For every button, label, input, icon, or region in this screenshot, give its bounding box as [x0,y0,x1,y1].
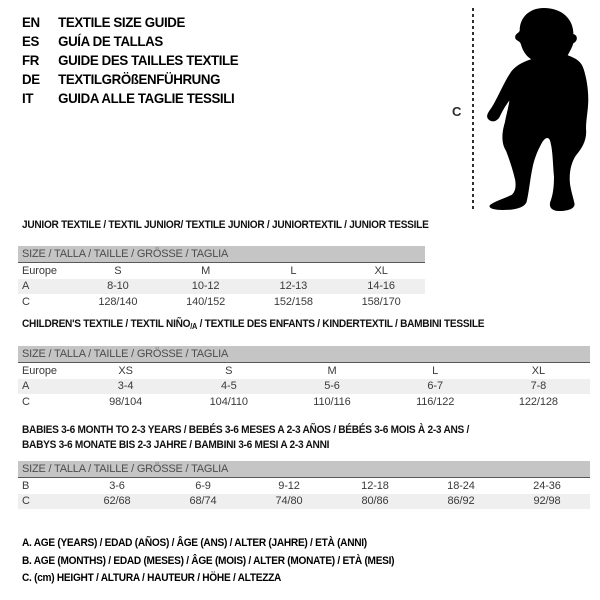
size-value-cell: S [225,364,233,377]
table-title-childrens-textile [22,317,484,332]
table-title-junior-textile [22,218,429,233]
table-row [18,478,590,494]
language-title: TEXTILE SIZE GUIDE [58,13,186,30]
row-label: A [22,280,30,293]
language-title: TEXTILGRÖßENFÜHRUNG [58,70,221,87]
row-label: Europe [22,264,57,277]
table-title-babies-textile [22,423,469,453]
table-title-line: BABYS 3-6 MONATE BIS 2-3 JAHRE / BAMBINI 3-6 MESI A 2-3 ANNI [22,439,330,451]
size-header-bar: SIZE / TALLA / TAILLE / GRÖSSE / TAGLIA [18,346,590,363]
size-value-cell: 3-4 [117,380,134,393]
size-header-bar: SIZE / TALLA / TAILLE / GRÖSSE / TAGLIA [18,461,590,478]
size-value-cell: 74/80 [275,495,303,508]
table-row [18,494,590,510]
table-title-line: JUNIOR TEXTILE / TEXTIL JUNIOR/ TEXTILE JUNIOR / JUNIORTEXTIL / JUNIOR TESSILE [22,219,429,231]
size-value-cell: 98/104 [109,395,143,408]
size-value-cell: XS [118,364,133,377]
language-row [22,12,250,31]
footnote-line: C. (cm) HEIGHT / ALTURA / HAUTEUR / HÖHE / ALTEZZA [22,572,282,584]
table-row [18,379,590,395]
size-value-cell: L [432,364,439,377]
row-label: Europe [22,364,57,377]
size-header-bar: SIZE / TALLA / TAILLE / GRÖSSE / TAGLIA [18,246,425,263]
size-value-cell: 128/140 [98,295,138,308]
table-row [18,294,425,310]
size-value-cell: 86/92 [447,495,475,508]
language-row [22,69,250,88]
language-title-list [22,12,250,107]
size-value-cell: 116/122 [416,395,455,408]
size-value-cell: XL [374,264,388,277]
size-value-cell: 9-12 [278,479,300,492]
footnotes [22,537,427,590]
size-value-cell: 3-6 [109,479,125,492]
language-code: EN [22,13,40,30]
size-value-cell: 92/98 [533,495,561,508]
table-row [18,279,425,295]
table-title-line: CHILDREN'S TEXTILE / TEXTIL NIÑO/A / TEXTILE DES ENFANTS / KINDERTEXTIL / BAMBINI TESSILE [22,318,485,331]
language-title: GUIDA ALLE TAGLIE TESSILI [58,89,235,106]
size-value-cell: 4-5 [220,380,237,393]
size-value-cell: 140/152 [186,295,226,308]
row-label: B [22,479,30,492]
language-code: DE [22,70,40,87]
size-value-cell: 6-7 [427,380,443,393]
table-row [18,394,590,410]
toddler-silhouette-image [482,7,594,213]
row-label: C [22,295,30,308]
size-value-cell: S [114,264,122,277]
language-code: IT [22,89,34,106]
size-table-babies-textile [18,461,590,509]
footnote-line: B. AGE (MONTHS) / EDAD (MESES) / ÂGE (MOIS) / ALTER (MONATE) / ETÀ (MESI) [22,554,395,567]
size-table-childrens-textile [18,346,590,410]
size-value-cell: XL [531,364,546,377]
table-row [18,263,425,279]
size-value-cell: 24-36 [533,479,561,492]
language-code: ES [22,32,39,49]
language-title: GUIDE DES TAILLES TEXTILE [58,51,239,68]
row-label: C [22,395,30,408]
row-label: C [22,495,30,508]
size-table-junior-textile [18,246,425,310]
size-value-cell: 8-10 [107,280,129,293]
size-value-cell: 68/74 [189,495,217,508]
table-title-line: BABIES 3-6 MONTH TO 2-3 YEARS / BEBÉS 3-6 MESES A 2-3 AÑOS / BÉBÉS 3-6 MOIS À 2-3 ANS / [22,424,470,436]
row-label: A [22,380,30,393]
size-value-cell: 152/158 [273,295,313,308]
size-value-cell: L [290,264,297,277]
size-value-cell: 158/170 [361,295,401,308]
height-measure-dashed-line [472,8,474,211]
size-value-cell: 10-12 [191,280,220,293]
size-value-cell: 80/86 [361,495,389,508]
size-value-cell: 6-9 [195,479,211,492]
size-value-cell: 122/128 [518,395,558,408]
language-row [22,50,250,69]
language-title: GUÍA DE TALLAS [58,32,163,49]
size-value-cell: 12-18 [361,479,389,492]
size-value-cell: 12-13 [279,280,308,293]
size-value-cell: M [327,364,337,377]
size-value-cell: 110/116 [313,395,351,408]
footnote-line: A. AGE (YEARS) / EDAD (AÑOS) / ÂGE (ANS) / ALTER (JAHRE) / ETÀ (ANNI) [22,537,367,549]
height-measure-label: C [452,104,462,119]
size-value-cell: 104/110 [209,395,248,408]
size-value-cell: 5-6 [324,380,340,393]
size-value-cell: 7-8 [530,380,547,393]
language-row [22,88,250,107]
size-value-cell: 14-16 [367,280,395,293]
size-value-cell: M [201,264,211,277]
size-value-cell: 62/68 [103,495,131,508]
language-code: FR [22,51,39,68]
language-row [22,31,250,50]
table-row [18,363,590,379]
size-value-cell: 18-24 [447,479,475,492]
